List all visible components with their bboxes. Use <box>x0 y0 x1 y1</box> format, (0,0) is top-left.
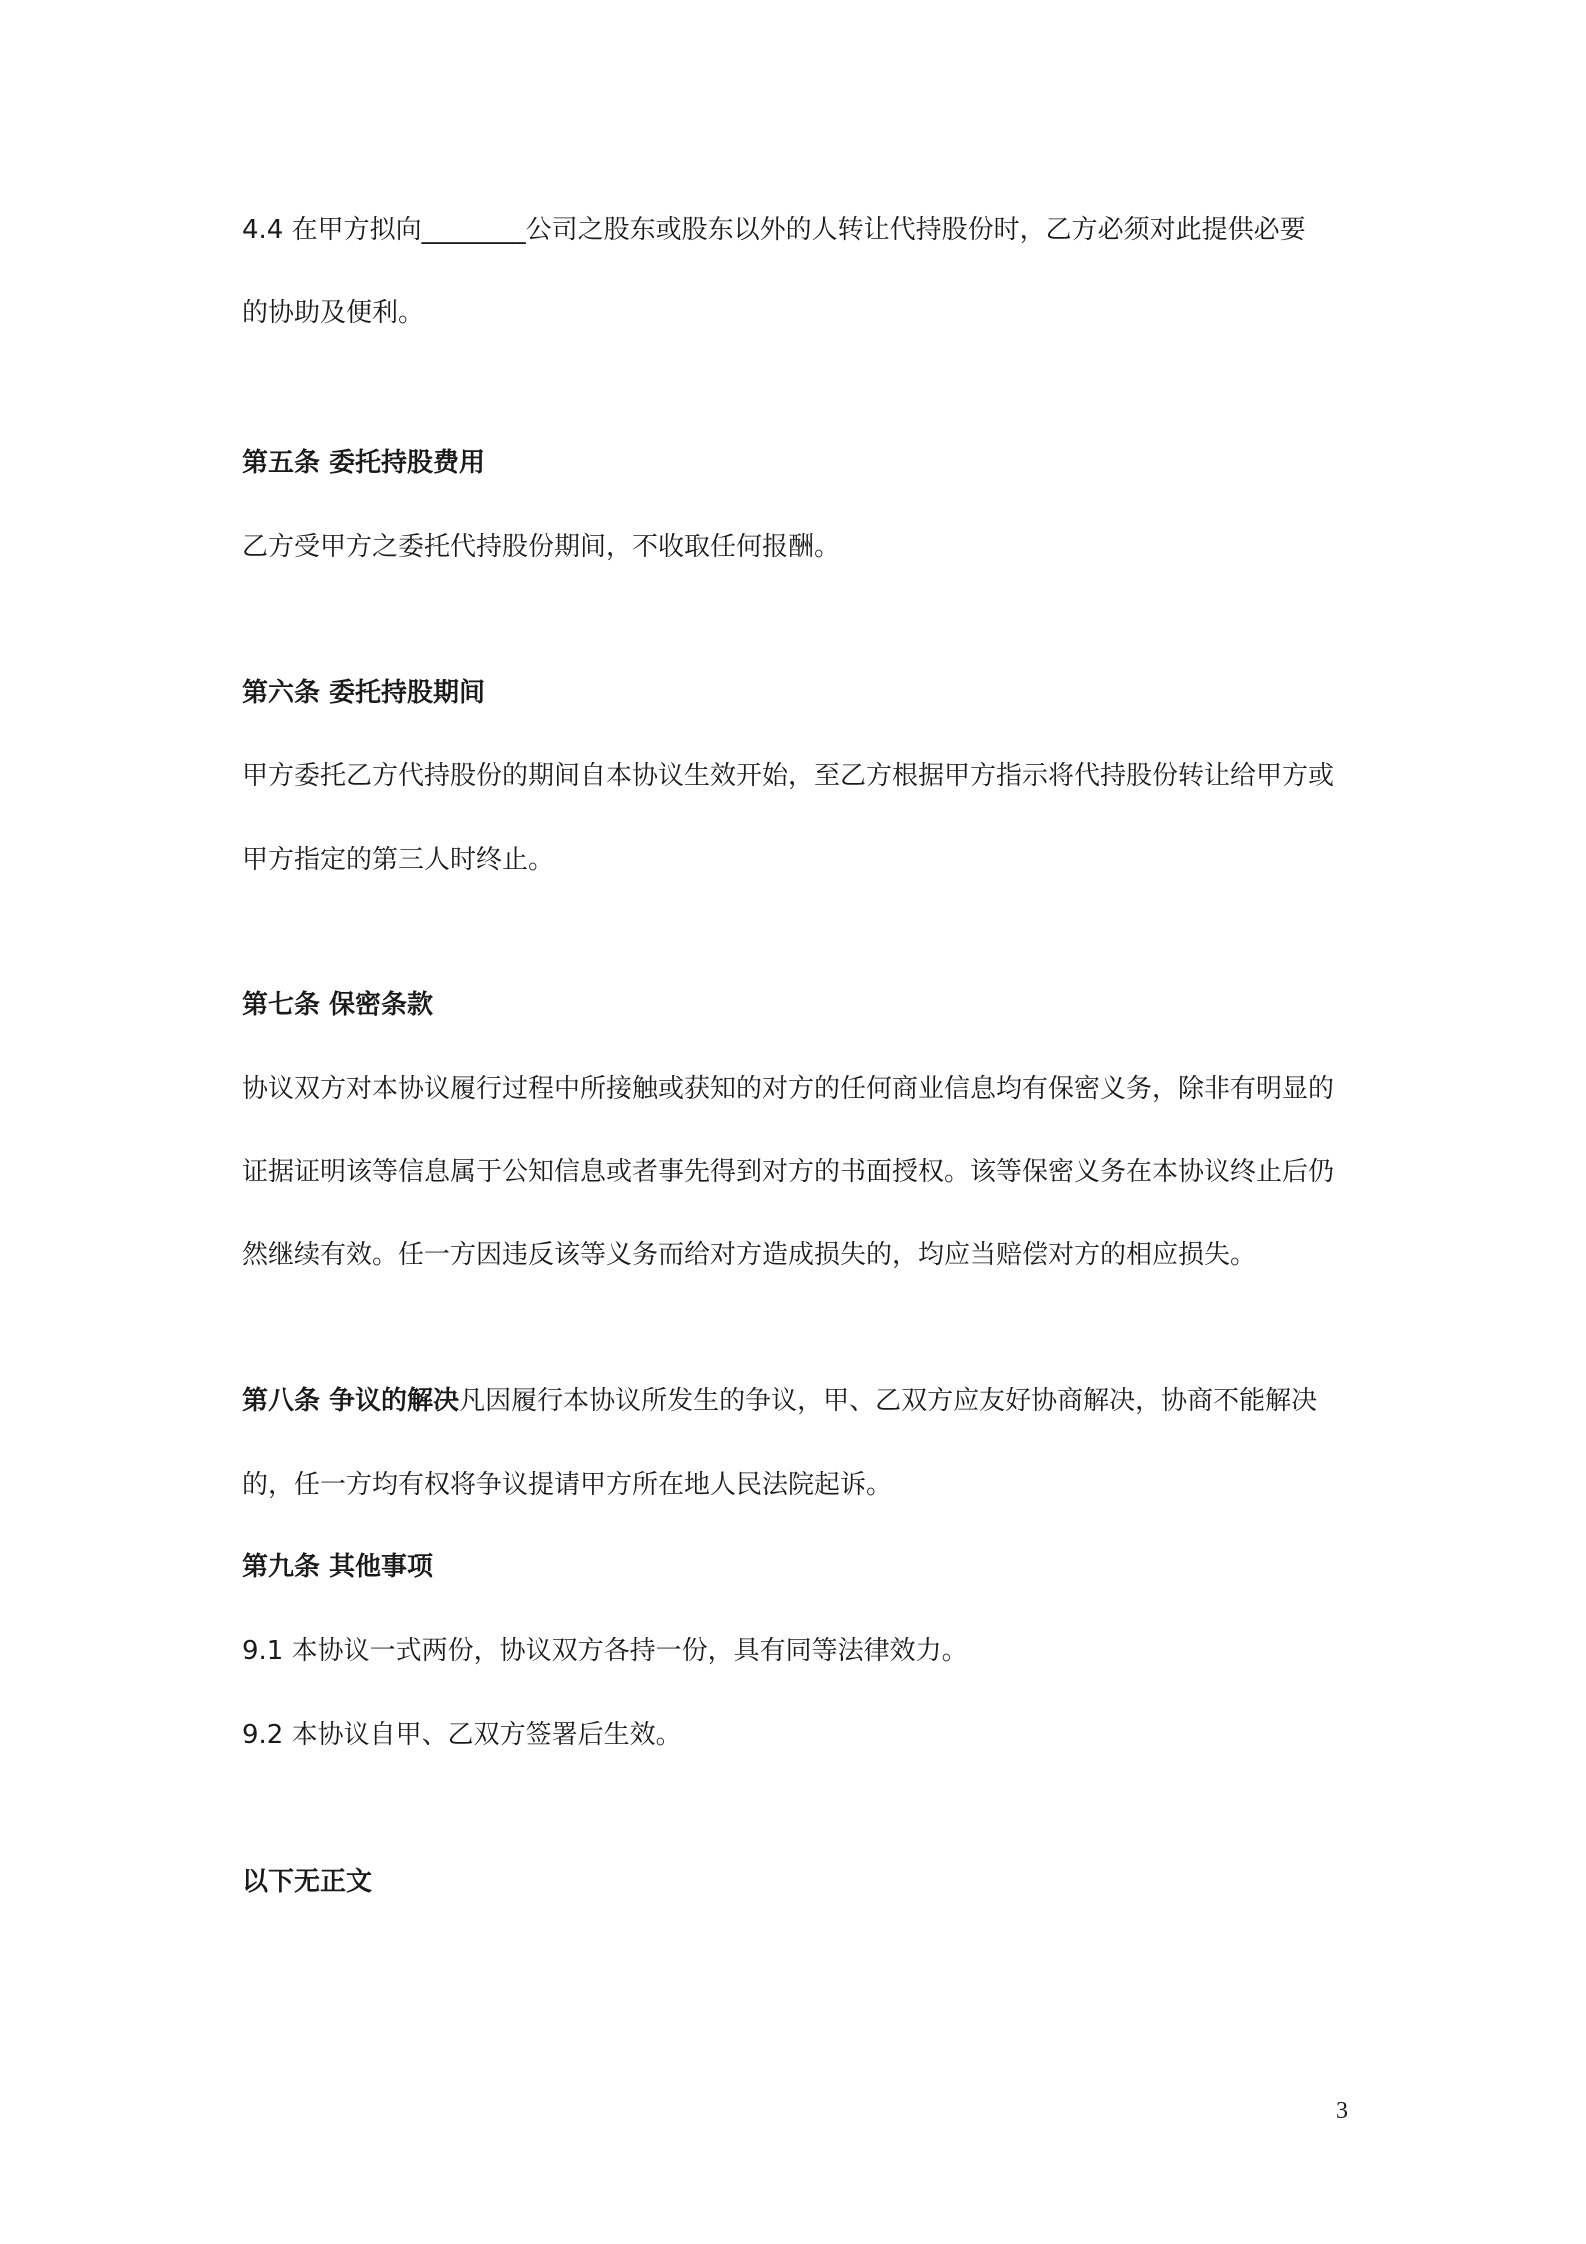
article-7-body-line-3: 然继续有效。任一方因违反该等义务而给对方造成损失的，均应当赔偿对方的相应损失。 <box>242 1240 1257 1270</box>
article-9-heading: 第九条 其他事项 <box>242 1552 434 1582</box>
article-7-body-line-2: 证据证明该等信息属于公知信息或者事先得到对方的书面授权。该等保密义务在本协议终止后仍 <box>242 1157 1335 1187</box>
clause-4-4-line-2: 的协助及便利。 <box>242 298 425 328</box>
article-8-body-start: 凡因履行本协议所发生的争议，甲、乙双方应友好协商解决，协商不能解决 <box>459 1386 1318 1416</box>
article-6-heading: 第六条 委托持股期间 <box>242 678 486 708</box>
article-6-body-line-1: 甲方委托乙方代持股份的期间自本协议生效开始，至乙方根据甲方指示将代持股份转让给甲方或 <box>242 761 1335 791</box>
article-9-item-1: 9.1 本协议一式两份，协议双方各持一份，具有同等法律效力。 <box>242 1636 968 1666</box>
article-9-item-2: 9.2 本协议自甲、乙双方签署后生效。 <box>242 1720 682 1750</box>
page-number: 3 <box>1336 2098 1348 2124</box>
article-8-line-1 <box>242 1384 1317 1418</box>
article-5-heading: 第五条 委托持股费用 <box>242 448 486 478</box>
article-6-body-line-2: 甲方指定的第三人时终止。 <box>242 845 555 875</box>
clause-4-4-line-1: 4.4 在甲方拟向________公司之股东或股东以外的人转让代持股份时，乙方必须对此提供必要 <box>242 215 1306 245</box>
article-8-heading: 第八条 争议的解决 <box>242 1386 460 1416</box>
article-8-body-line-2: 的，任一方均有权将争议提请甲方所在地人民法院起诉。 <box>242 1470 893 1500</box>
article-5-body: 乙方受甲方之委托代持股份期间，不收取任何报酬。 <box>242 532 841 562</box>
article-7-heading: 第七条 保密条款 <box>242 990 434 1020</box>
article-7-body-line-1: 协议双方对本协议履行过程中所接触或获知的对方的任何商业信息均有保密义务，除非有明显的 <box>242 1074 1335 1104</box>
closing-note: 以下无正文 <box>242 1867 373 1897</box>
